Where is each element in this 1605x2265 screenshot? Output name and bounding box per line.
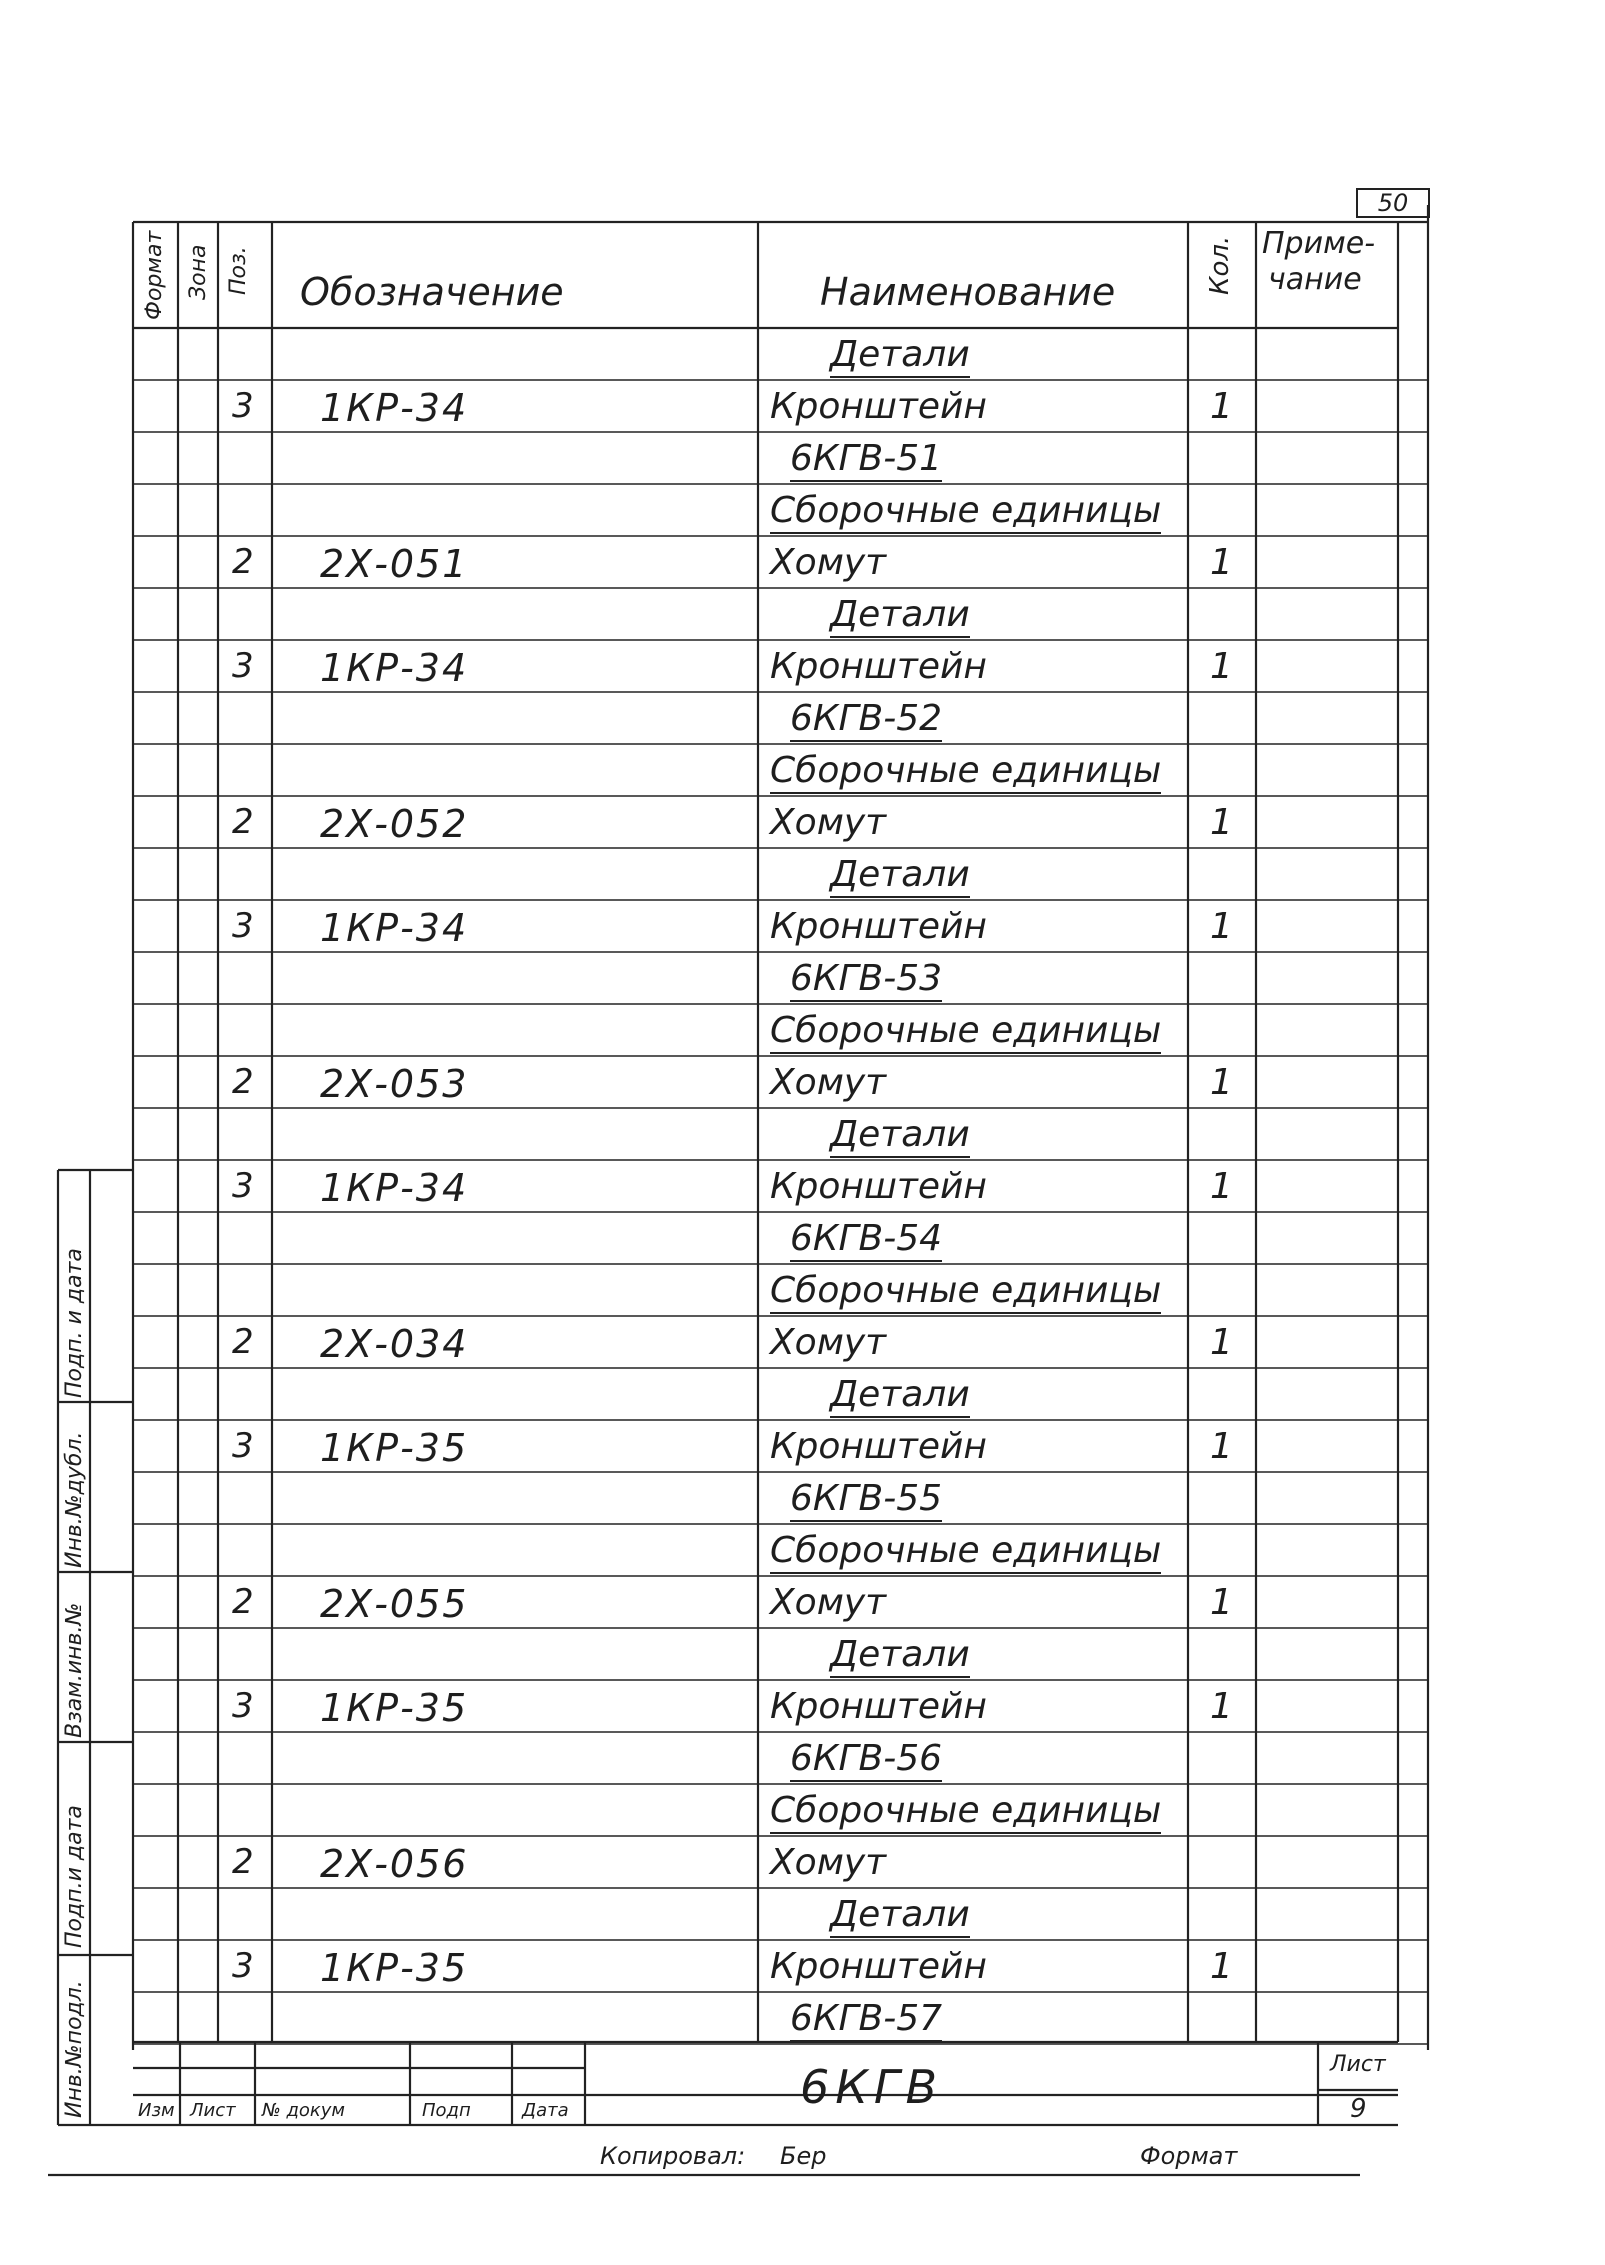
cell-name: Кронштейн bbox=[770, 906, 987, 947]
cell-name: Кронштейн bbox=[770, 386, 987, 427]
cell-name: Хомут bbox=[770, 1322, 887, 1363]
cell-pos: 3 bbox=[232, 1426, 254, 1466]
cell-designation: 1КР-35 bbox=[320, 1426, 469, 1470]
cell-name: 6КГВ-54 bbox=[790, 1218, 942, 1262]
cell-name: 6КГВ-51 bbox=[790, 438, 942, 482]
cell-designation: 2Х-056 bbox=[320, 1842, 469, 1886]
stamp-inv-dubl: Инв.№дубл. bbox=[62, 1431, 87, 1568]
table-row bbox=[0, 1680, 1605, 1732]
table-row bbox=[0, 484, 1605, 536]
cell-qty: 1 bbox=[1210, 1686, 1233, 1727]
cell-qty: 1 bbox=[1210, 1946, 1233, 1987]
stamp-podp-data-2: Подп. и дата bbox=[62, 1248, 87, 1398]
page-number: 50 bbox=[1356, 188, 1430, 218]
tb-sheet-no: 9 bbox=[1350, 2094, 1367, 2124]
stamp-vzam-inv: Взам.инв.№ bbox=[62, 1602, 87, 1738]
tb-izm: Изм bbox=[138, 2100, 175, 2121]
cell-name: Кронштейн bbox=[770, 1946, 987, 1987]
cell-name: Детали bbox=[830, 334, 970, 378]
cell-name: Кронштейн bbox=[770, 1686, 987, 1727]
cell-name: Кронштейн bbox=[770, 646, 987, 687]
table-row bbox=[0, 1472, 1605, 1524]
table-row bbox=[0, 432, 1605, 484]
table-row bbox=[0, 692, 1605, 744]
cell-name: 6КГВ-55 bbox=[790, 1478, 942, 1522]
cell-name: Хомут bbox=[770, 1582, 887, 1623]
cell-pos: 2 bbox=[232, 802, 254, 842]
cell-qty: 1 bbox=[1210, 1166, 1233, 1207]
cell-designation: 2Х-055 bbox=[320, 1582, 469, 1626]
table-row bbox=[0, 1784, 1605, 1836]
footer-copier-sign: Бер bbox=[780, 2142, 827, 2170]
cell-pos: 3 bbox=[232, 386, 254, 426]
table-row bbox=[0, 900, 1605, 952]
cell-name: 6КГВ-52 bbox=[790, 698, 942, 742]
cell-qty: 1 bbox=[1210, 542, 1233, 583]
table-row bbox=[0, 1576, 1605, 1628]
table-row bbox=[0, 1888, 1605, 1940]
cell-designation: 1КР-34 bbox=[320, 1166, 469, 1210]
cell-qty: 1 bbox=[1210, 802, 1233, 843]
cell-name: 6КГВ-56 bbox=[790, 1738, 942, 1782]
table-row bbox=[0, 588, 1605, 640]
table-row bbox=[0, 380, 1605, 432]
cell-pos: 3 bbox=[232, 906, 254, 946]
table-row bbox=[0, 1940, 1605, 1992]
tb-list: Лист bbox=[190, 2100, 236, 2121]
table-row bbox=[0, 1836, 1605, 1888]
header-format: Формат bbox=[142, 230, 167, 320]
cell-name: Хомут bbox=[770, 1842, 887, 1883]
cell-qty: 1 bbox=[1210, 1062, 1233, 1103]
cell-qty: 1 bbox=[1210, 1582, 1233, 1623]
cell-pos: 2 bbox=[232, 542, 254, 582]
cell-pos: 2 bbox=[232, 1322, 254, 1362]
cell-pos: 3 bbox=[232, 1166, 254, 1206]
tb-sign: Подп bbox=[422, 2100, 471, 2121]
table-row bbox=[0, 1732, 1605, 1784]
header-note-line1: Приме- bbox=[1262, 226, 1376, 261]
tb-doc-no: № докум bbox=[262, 2100, 346, 2121]
table-row bbox=[0, 640, 1605, 692]
footer-copied: Копировал: bbox=[600, 2142, 746, 2170]
cell-name: Детали bbox=[830, 594, 970, 638]
table-row bbox=[0, 848, 1605, 900]
cell-pos: 3 bbox=[232, 646, 254, 686]
cell-name: 6КГВ-53 bbox=[790, 958, 942, 1002]
cell-name: 6КГВ-57 bbox=[790, 1998, 942, 2042]
cell-name: Хомут bbox=[770, 1062, 887, 1103]
cell-designation: 2Х-053 bbox=[320, 1062, 469, 1106]
cell-name: Хомут bbox=[770, 542, 887, 583]
table-row bbox=[0, 1316, 1605, 1368]
header-name: Наименование bbox=[820, 270, 1116, 314]
cell-pos: 2 bbox=[232, 1582, 254, 1622]
table-row bbox=[0, 1628, 1605, 1680]
cell-designation: 1КР-34 bbox=[320, 906, 469, 950]
cell-qty: 1 bbox=[1210, 906, 1233, 947]
table-row bbox=[0, 744, 1605, 796]
tb-date: Дата bbox=[522, 2100, 569, 2121]
cell-name: Хомут bbox=[770, 802, 887, 843]
cell-name: Детали bbox=[830, 1634, 970, 1678]
cell-name: Сборочные единицы bbox=[770, 1270, 1161, 1314]
cell-designation: 1КР-34 bbox=[320, 386, 469, 430]
cell-pos: 3 bbox=[232, 1946, 254, 1986]
cell-designation: 1КР-35 bbox=[320, 1686, 469, 1730]
table-row bbox=[0, 1992, 1605, 2044]
header-zone: Зона bbox=[186, 244, 211, 300]
cell-designation: 1КР-34 bbox=[320, 646, 469, 690]
cell-designation: 1КР-35 bbox=[320, 1946, 469, 1990]
cell-designation: 2Х-052 bbox=[320, 802, 469, 846]
table-row bbox=[0, 952, 1605, 1004]
document-code: 6КГВ bbox=[800, 2060, 944, 2114]
table-row bbox=[0, 1160, 1605, 1212]
table-row bbox=[0, 1056, 1605, 1108]
cell-pos: 2 bbox=[232, 1062, 254, 1102]
stamp-inv-podl: Инв.№подл. bbox=[62, 1980, 87, 2118]
table-row bbox=[0, 796, 1605, 848]
table-row bbox=[0, 1420, 1605, 1472]
cell-qty: 1 bbox=[1210, 1322, 1233, 1363]
cell-pos: 2 bbox=[232, 1842, 254, 1882]
table-row bbox=[0, 1004, 1605, 1056]
table-row bbox=[0, 1264, 1605, 1316]
table-row bbox=[0, 328, 1605, 380]
table-row bbox=[0, 1212, 1605, 1264]
header-pos: Поз. bbox=[226, 246, 251, 295]
stamp-podp-data-1: Подп.и дата bbox=[62, 1805, 87, 1948]
cell-name: Детали bbox=[830, 854, 970, 898]
table-row bbox=[0, 536, 1605, 588]
header-designation: Обозначение bbox=[300, 270, 564, 314]
table-row bbox=[0, 1368, 1605, 1420]
cell-name: Сборочные единицы bbox=[770, 1790, 1161, 1834]
cell-name: Кронштейн bbox=[770, 1426, 987, 1467]
footer-format: Формат bbox=[1140, 2142, 1238, 2170]
table-row bbox=[0, 1524, 1605, 1576]
cell-qty: 1 bbox=[1210, 1426, 1233, 1467]
table-row bbox=[0, 1108, 1605, 1160]
cell-name: Кронштейн bbox=[770, 1166, 987, 1207]
cell-designation: 2Х-051 bbox=[320, 542, 469, 586]
header-qty: Кол. bbox=[1205, 235, 1235, 295]
cell-name: Сборочные единицы bbox=[770, 1010, 1161, 1054]
cell-name: Сборочные единицы bbox=[770, 1530, 1161, 1574]
cell-name: Сборочные единицы bbox=[770, 750, 1161, 794]
cell-name: Сборочные единицы bbox=[770, 490, 1161, 534]
cell-name: Детали bbox=[830, 1114, 970, 1158]
cell-pos: 3 bbox=[232, 1686, 254, 1726]
cell-name: Детали bbox=[830, 1374, 970, 1418]
cell-qty: 1 bbox=[1210, 386, 1233, 427]
cell-qty: 1 bbox=[1210, 646, 1233, 687]
header-note-line2: чание bbox=[1268, 262, 1362, 297]
cell-name: Детали bbox=[830, 1894, 970, 1938]
tb-sheet-label: Лист bbox=[1330, 2052, 1386, 2077]
cell-designation: 2Х-034 bbox=[320, 1322, 469, 1366]
